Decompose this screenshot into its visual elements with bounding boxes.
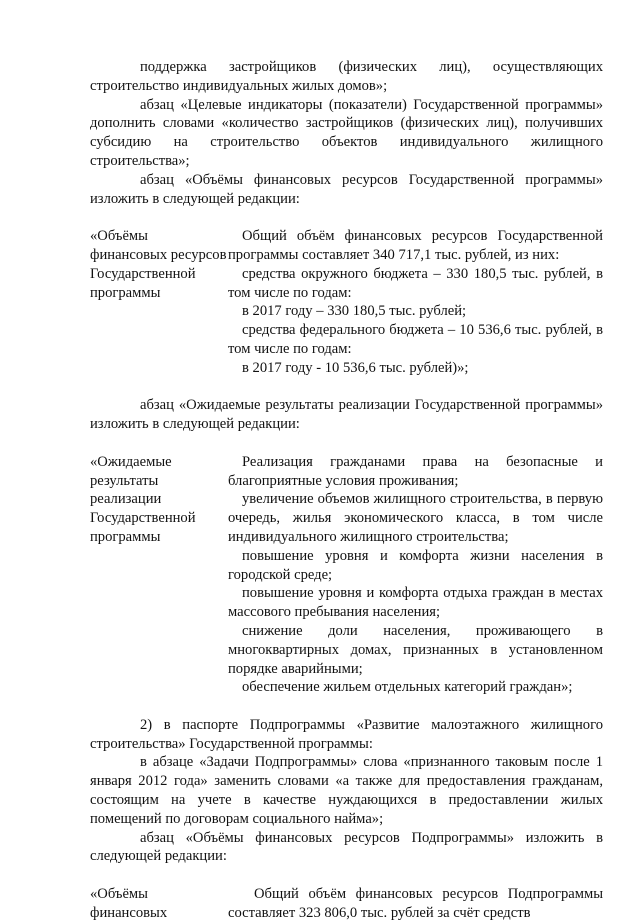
results-label: «Ожидаемые результаты реализации Государственной программы: [90, 453, 196, 545]
financing-line-4: средства федерального бюджета – 10 536,6 тыс. рублей, в том числе по годам:: [228, 322, 603, 357]
intro-paragraph-1: поддержка застройщиков (физических лиц), осуществляющих строительство индивидуальных жилых домов»;: [90, 59, 603, 94]
results-content: [228, 453, 603, 697]
financing-block-program: [90, 227, 603, 377]
intro-paragraph-2: абзац «Целевые индикаторы (показатели) Государственной программы» дополнить словами «количество застройщиков (физических лиц), получивших субсидию на строительство объектов индивидуального жилищного строительства»;: [90, 96, 603, 169]
financing-block-subprogram: [90, 885, 603, 923]
subprogram-financing-line-1: Общий объём финансовых ресурсов Подпрограммы составляет 323 806,0 тыс. рублей за счёт средств: [228, 886, 603, 921]
financing-line-2: средства окружного бюджета – 330 180,5 тыс. рублей, в том числе по годам:: [228, 265, 603, 301]
results-line-1: Реализация гражданами права на безопасные и благоприятные условия проживания;: [228, 453, 603, 489]
financing-label: «Объёмы финансовых ресурсов Государственной программы: [90, 228, 227, 301]
intro-paragraph-3: абзац «Объёмы финансовых ресурсов Государственной программы» изложить в следующей редакции:: [90, 171, 603, 207]
results-line-5: снижение доли населения, проживающего в многоквартирных домах, признанных в установленном порядке аварийными;: [228, 622, 603, 677]
financing-content: [228, 227, 603, 377]
results-line-4: повышение уровня и комфорта отдыха граждан в местах массового пребывания населения;: [228, 585, 603, 621]
expected-results-paragraph: абзац «Ожидаемые результаты реализации Государственной программы» изложить в следующей редакции:: [90, 397, 603, 433]
section-2-paragraph-2: в абзаце «Задачи Подпрограммы» слова «признанного таковым после 1 января 2012 года» заменить словами «а также для предоставления гражданам, состоящим на учете в качестве нуждающихся в предоставлении жилых помещений по договорам социального найма»;: [90, 754, 603, 827]
results-line-6: обеспечение жильем отдельных категорий граждан»;: [242, 679, 573, 696]
results-line-2: увеличение объемов жилищного строительства, в первую очередь, жилья экономического класса, в том числе индивидуального жилищного строительства;: [228, 491, 603, 545]
subprogram-financing-content: [228, 885, 603, 923]
section-2-paragraph-3: абзац «Объёмы финансовых ресурсов Подпрограммы» изложить в следующей редакции:: [90, 829, 603, 865]
document-page: [90, 58, 603, 923]
results-line-3: повышение уровня и комфорта жизни населения в городской среде;: [228, 547, 603, 583]
expected-results-block: [90, 453, 603, 697]
financing-line-1: Общий объём финансовых ресурсов Государственной программы составляет 340 717,1 тыс. рублей, из них:: [228, 228, 603, 263]
financing-line-5: в 2017 году - 10 536,6 тыс. рублей)»;: [242, 359, 469, 376]
subprogram-financing-label: «Объёмы финансовых: [90, 886, 168, 921]
financing-line-3: в 2017 году – 330 180,5 тыс. рублей;: [242, 303, 467, 320]
section-2-paragraph-1: 2) в паспорте Подпрограммы «Развитие малоэтажного жилищного строительства» Государственной программы:: [90, 716, 603, 752]
